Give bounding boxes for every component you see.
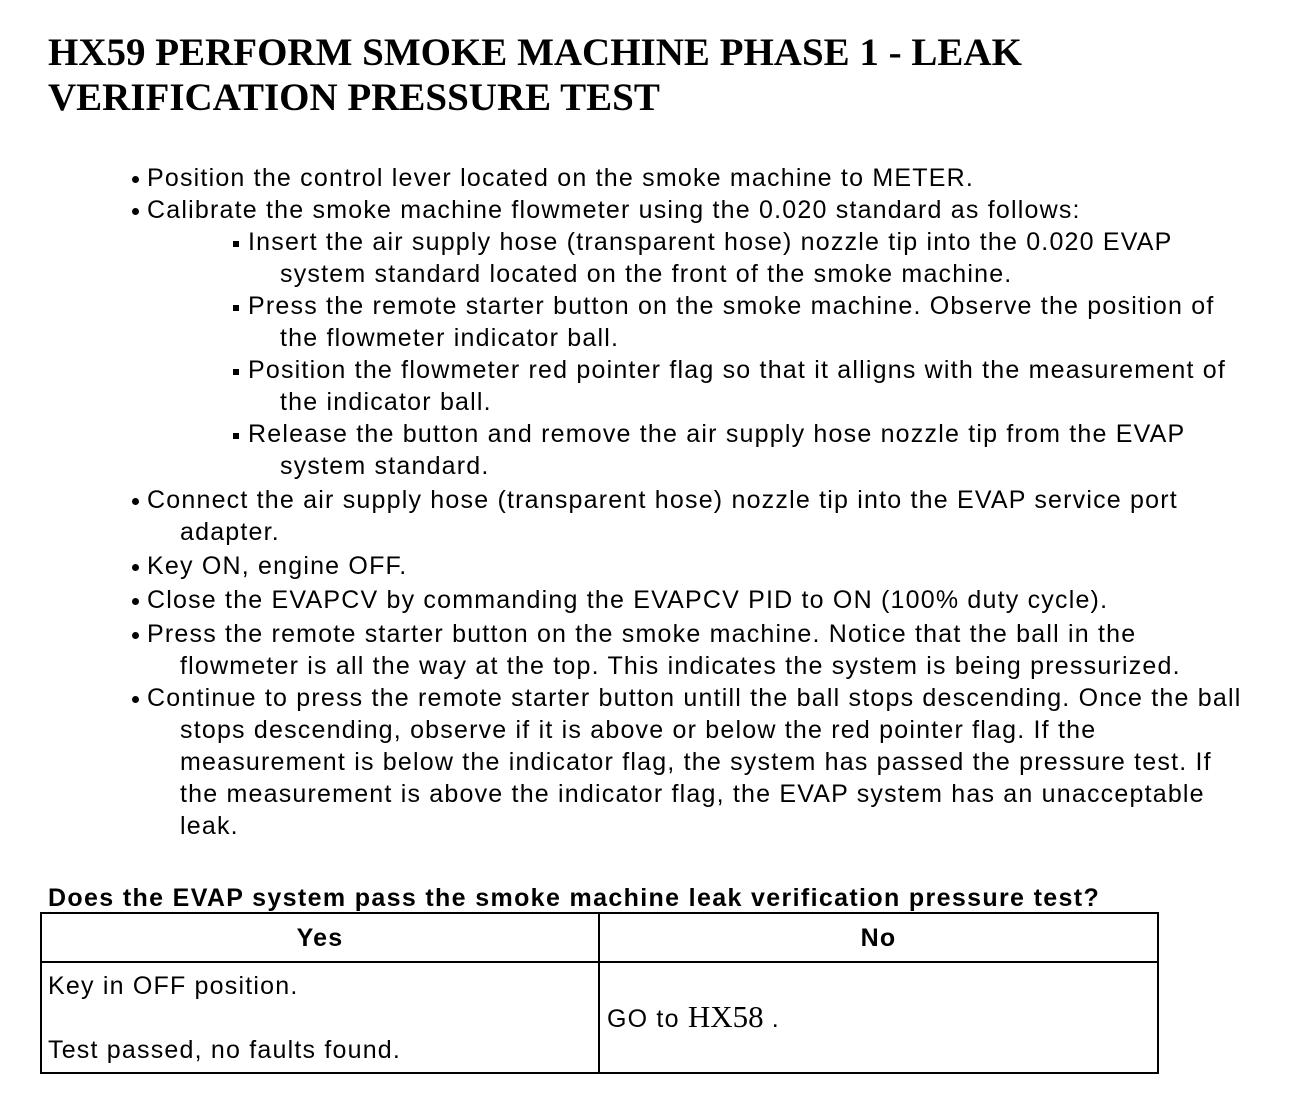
step-1 <box>0 162 1312 194</box>
bullet-marker <box>132 498 139 505</box>
header-yes: Yes <box>42 914 600 963</box>
title-line-2: VERIFICATION PRESSURE TEST <box>48 76 660 119</box>
step-7-line-2: stops descending, observe if it is above or below the red pointer flag. If the <box>180 716 1097 744</box>
title-line-1: HX59 PERFORM SMOKE MACHINE PHASE 1 - LEAK <box>48 31 1022 74</box>
no-action-suffix: . <box>763 1004 780 1033</box>
substep-2-line-1: Press the remote starter button on the smoke machine. Observe the position of <box>248 292 1215 320</box>
step-7-line-3: measurement is below the indicator flag, the system has passed the pressure test. If <box>180 748 1212 776</box>
step-6-line-1: Press the remote starter button on the smoke machine. Notice that the ball in the <box>147 620 1137 648</box>
step-7-line-5: leak. <box>180 812 239 840</box>
substep-1 <box>0 226 1312 290</box>
square-bullet-marker <box>233 305 239 311</box>
yes-cell <box>42 963 600 1074</box>
bullet-marker <box>132 208 139 215</box>
result-table <box>40 912 1159 1074</box>
step-4 <box>0 550 1312 582</box>
square-bullet-marker <box>233 369 239 375</box>
yes-instruction: Key in OFF position. <box>48 972 299 1000</box>
page-title <box>48 30 1022 120</box>
step-5-line-1: Close the EVAPCV by commanding the EVAPCV PID to ON (100% duty cycle). <box>147 586 1109 614</box>
step-3-line-2: adapter. <box>180 518 280 546</box>
square-bullet-marker <box>233 241 239 247</box>
no-action <box>607 998 780 1035</box>
step-7-line-1: Continue to press the remote starter button untill the ball stops descending. Once the ball <box>147 684 1242 712</box>
step-7 <box>0 682 1312 842</box>
bullet-marker <box>132 564 139 571</box>
step-6-line-2: flowmeter is all the way at the top. This indicates the system is being pressurized. <box>180 652 1181 680</box>
step-5 <box>0 584 1312 616</box>
step-4-line-1: Key ON, engine OFF. <box>147 552 408 580</box>
step-7-line-4: the measurement is above the indicator flag, the EVAP system has an unacceptable <box>180 780 1205 808</box>
substep-1-line-1: Insert the air supply hose (transparent hose) nozzle tip into the 0.020 EVAP <box>248 228 1173 256</box>
step-2 <box>0 194 1312 482</box>
step-6 <box>0 618 1312 682</box>
square-bullet-marker <box>233 433 239 439</box>
substep-3-line-2: the indicator ball. <box>280 388 492 416</box>
header-no: No <box>600 914 1159 963</box>
step-3-line-1: Connect the air supply hose (transparent hose) nozzle tip into the EVAP service port <box>147 486 1178 514</box>
substep-2-line-2: the flowmeter indicator ball. <box>280 324 620 352</box>
no-action-prefix: GO to <box>607 1004 688 1033</box>
substep-4-line-2: system standard. <box>280 452 490 480</box>
step-3 <box>0 484 1312 548</box>
substep-4 <box>0 418 1312 482</box>
substep-2 <box>0 290 1312 354</box>
bullet-marker <box>132 598 139 605</box>
no-cell <box>600 963 1159 1074</box>
step-1-line-1: Position the control lever located on the smoke machine to METER. <box>147 164 974 192</box>
substep-1-line-2: system standard located on the front of the smoke machine. <box>280 260 1013 288</box>
bullet-marker <box>132 176 139 183</box>
procedure-steps <box>0 162 1312 842</box>
substep-4-line-1: Release the button and remove the air supply hose nozzle tip from the EVAP <box>248 420 1186 448</box>
step-2-line-1: Calibrate the smoke machine flowmeter using the 0.020 standard as follows: <box>147 196 1081 224</box>
substep-3 <box>0 354 1312 418</box>
yes-result: Test passed, no faults found. <box>48 1036 402 1064</box>
substep-3-line-1: Position the flowmeter red pointer flag so that it alligns with the measurement of <box>248 356 1227 384</box>
test-question: Does the EVAP system pass the smoke machine leak verification pressure test? <box>48 884 1101 912</box>
hx58-link[interactable]: HX58 <box>687 998 764 1034</box>
bullet-marker <box>132 632 139 639</box>
bullet-marker <box>132 696 139 703</box>
